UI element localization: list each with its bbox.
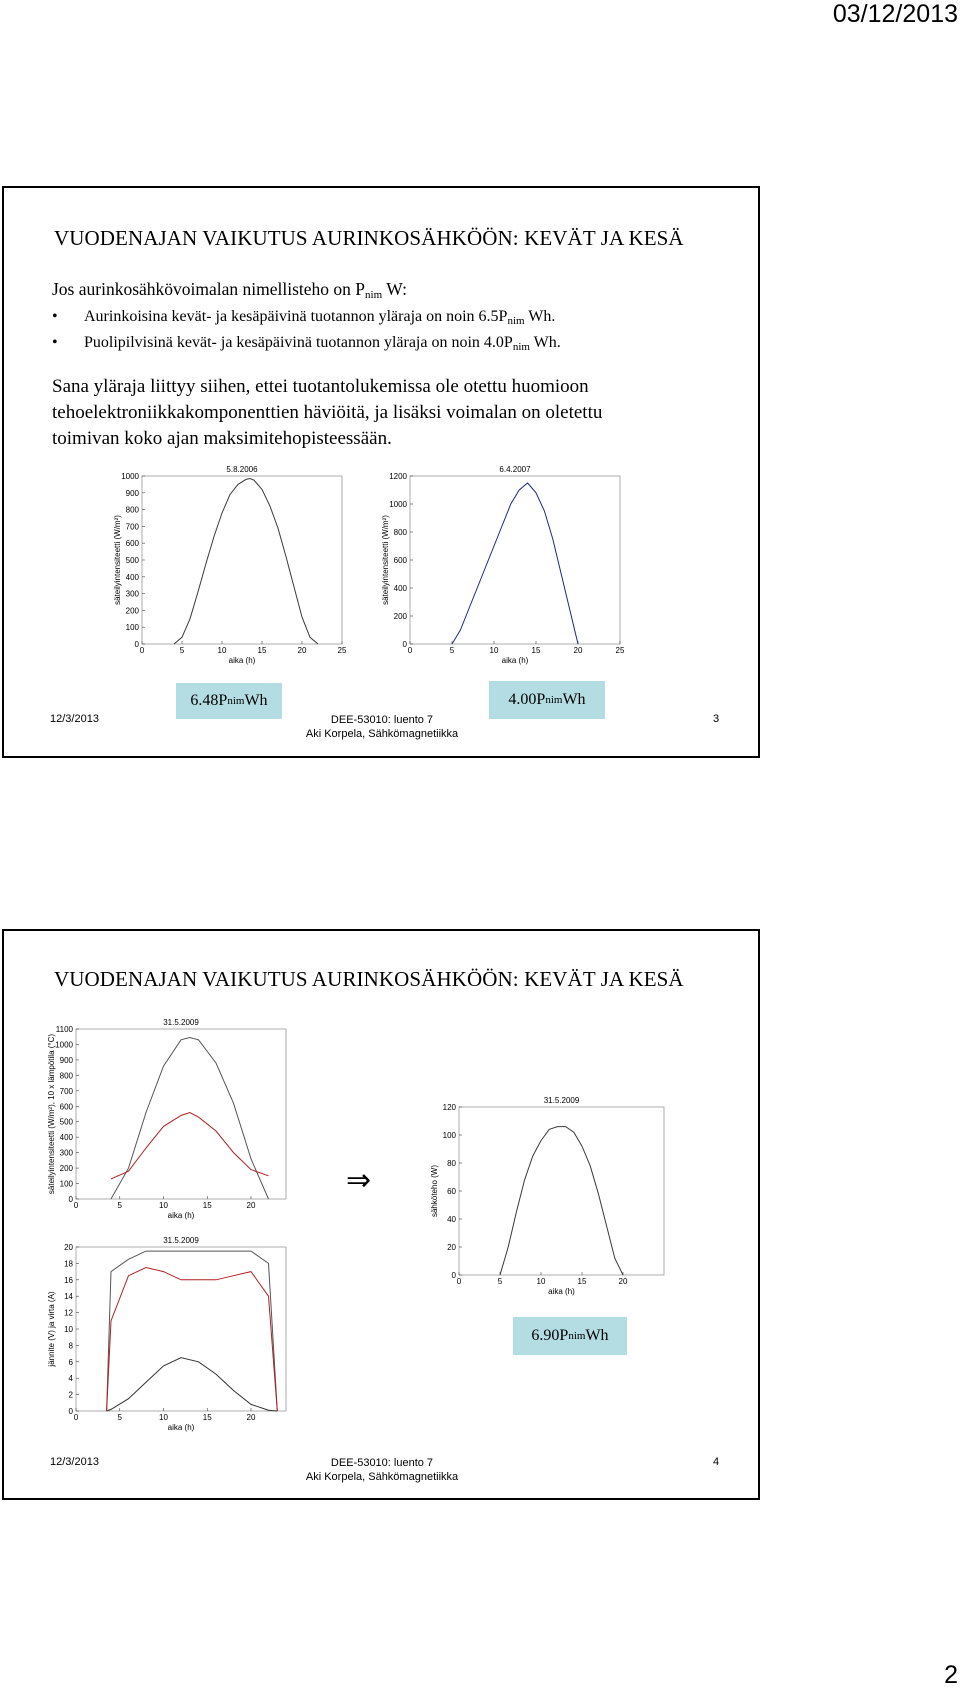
y-tick-label: 2 bbox=[68, 1390, 73, 1400]
y-axis-label: säteilyintensiteetti (W/m²) bbox=[381, 515, 390, 605]
y-tick-label: 100 bbox=[442, 1131, 456, 1140]
bullet-item-2: • Puolipilvisinä kevät- ja kesäpäivinä tuotannon yläraja on noin $4.0P_{nim}$ Wh. bbox=[52, 334, 561, 353]
x-tick-label: 10 bbox=[159, 1201, 168, 1210]
x-tick-label: 5 bbox=[117, 1201, 122, 1210]
x-tick-label: 20 bbox=[573, 646, 583, 655]
x-tick-label: 15 bbox=[531, 646, 541, 655]
y-tick-label: 10 bbox=[64, 1325, 73, 1334]
y-tick-label: 12 bbox=[64, 1308, 73, 1318]
x-tick-label: 20 bbox=[246, 1201, 256, 1210]
y-tick-label: 40 bbox=[447, 1215, 456, 1224]
y-tick-label: 8 bbox=[68, 1341, 73, 1351]
header-date: 03/12/2013 bbox=[832, 0, 958, 28]
y-tick-label: 4 bbox=[68, 1374, 73, 1384]
explanation-paragraph: Sana yläraja liittyy siihen, ettei tuotantolukemissa ole otettu huomioon tehoelektroniikkakomponenttien häviöitä, ja lisäksi voimalan on oletettu toimivan koko ajan maksimitehopisteessään. bbox=[52, 376, 603, 449]
x-tick-label: 10 bbox=[159, 1413, 168, 1422]
y-tick-label: 0 bbox=[68, 1407, 73, 1416]
x-axis-label: aika (h) bbox=[228, 656, 256, 665]
axes bbox=[381, 465, 625, 665]
x-tick-label: 15 bbox=[577, 1277, 587, 1286]
plot-frame bbox=[76, 1029, 286, 1199]
chart-title: 31.5.2009 bbox=[163, 1018, 199, 1027]
y-tick-label: 900 bbox=[125, 488, 139, 498]
y-tick-label: 500 bbox=[59, 1117, 73, 1127]
y-tick-label: 700 bbox=[125, 522, 139, 532]
x-tick-label: 0 bbox=[73, 1413, 79, 1422]
y-tick-label: 0 bbox=[451, 1271, 456, 1280]
y-tick-label: 900 bbox=[59, 1055, 73, 1065]
axes bbox=[47, 1236, 286, 1432]
slide-number: 3 bbox=[713, 713, 720, 725]
slide-4 bbox=[2, 929, 760, 1500]
slide-title: VUODENAJAN VAIKUTUS AURINKOSÄHKÖÖN: KEVÄT JA KESÄ bbox=[54, 967, 684, 991]
slide-3 bbox=[2, 186, 760, 758]
x-tick-label: 20 bbox=[246, 1413, 256, 1422]
bullet-item-1: • Aurinkoisina kevät- ja kesäpäivinä tuotannon yläraja on noin $6.5P_{nim}$ Wh. bbox=[52, 308, 556, 327]
plot-frame bbox=[459, 1107, 664, 1275]
y-tick-label: 800 bbox=[125, 505, 139, 515]
y-tick-label: 20 bbox=[447, 1243, 456, 1252]
y-tick-label: 300 bbox=[59, 1148, 73, 1158]
plot-frame bbox=[142, 476, 342, 644]
y-tick-label: 100 bbox=[125, 623, 139, 633]
x-tick-label: 5 bbox=[179, 646, 185, 655]
x-tick-label: 5 bbox=[117, 1413, 122, 1422]
y-tick-label: 700 bbox=[59, 1086, 73, 1096]
footer-center: DEE-53010: luento 7 Aki Korpela, Sähkömagnetiikka bbox=[305, 1457, 459, 1483]
x-axis-label: aika (h) bbox=[167, 1211, 195, 1220]
y-tick-label: 0 bbox=[68, 1195, 73, 1204]
x-tick-label: 10 bbox=[217, 646, 227, 655]
chart-voltage-current bbox=[46, 1231, 311, 1441]
y-tick-label: 80 bbox=[447, 1159, 456, 1168]
chart-5-8-2006 bbox=[112, 460, 372, 670]
y-tick-label: 1000 bbox=[55, 1040, 73, 1050]
implies-arrow: ⇒ bbox=[346, 1163, 372, 1198]
x-tick-label: 15 bbox=[202, 1413, 212, 1422]
axes bbox=[430, 1096, 664, 1296]
x-tick-label: 15 bbox=[202, 1201, 212, 1210]
energy-tag-right: 4.00P nim Wh bbox=[489, 681, 605, 719]
y-tick-label: 1100 bbox=[55, 1025, 73, 1034]
page-number: 2 bbox=[944, 1661, 958, 1689]
slide-number: 4 bbox=[713, 1456, 720, 1468]
chart-title: 6.4.2007 bbox=[499, 465, 531, 474]
footer-center: DEE-53010: luento 7 Aki Korpela, Sähkömagnetiikka bbox=[305, 714, 459, 740]
chart-electric-power bbox=[429, 1091, 689, 1301]
y-tick-label: 200 bbox=[393, 612, 407, 621]
x-tick-label: 0 bbox=[73, 1201, 79, 1210]
y-tick-label: 200 bbox=[59, 1164, 73, 1174]
y-tick-label: 500 bbox=[125, 556, 139, 565]
x-tick-label: 10 bbox=[489, 646, 499, 655]
y-tick-label: 400 bbox=[393, 584, 407, 593]
y-tick-label: 800 bbox=[59, 1071, 73, 1081]
plot-frame bbox=[410, 476, 620, 644]
y-tick-label: 600 bbox=[393, 556, 407, 565]
y-tick-label: 0 bbox=[402, 640, 407, 649]
x-axis-label: aika (h) bbox=[501, 656, 529, 665]
y-axis-label: jännite (V) ja virta (A) bbox=[47, 1291, 56, 1367]
x-axis-label: aika (h) bbox=[167, 1423, 195, 1432]
slide-title: VUODENAJAN VAIKUTUS AURINKOSÄHKÖÖN: KEVÄT JA KESÄ bbox=[54, 226, 684, 250]
y-tick-label: 100 bbox=[59, 1179, 73, 1189]
x-tick-label: 0 bbox=[407, 646, 413, 655]
y-tick-label: 1000 bbox=[389, 500, 407, 509]
y-tick-label: 60 bbox=[447, 1187, 456, 1196]
energy-tag: 6.90P nim Wh bbox=[513, 1317, 627, 1355]
energy-tag-left: 6.48P nim Wh bbox=[176, 683, 282, 719]
footer-date: 12/3/2013 bbox=[50, 1456, 99, 1468]
intro-line: Jos aurinkosähkövoimalan nimellisteho on $P_{nim}$ W: bbox=[52, 279, 407, 301]
y-axis-label: säteilyintensiteetti (W/m²), 10 x lämpötila (°C) bbox=[47, 1033, 56, 1195]
y-tick-label: 16 bbox=[64, 1275, 73, 1285]
footer-date: 12/3/2013 bbox=[50, 713, 99, 725]
x-tick-label: 15 bbox=[257, 646, 267, 655]
x-tick-label: 25 bbox=[615, 646, 625, 655]
x-tick-label: 10 bbox=[536, 1277, 546, 1286]
x-tick-label: 5 bbox=[497, 1277, 503, 1286]
x-tick-label: 20 bbox=[297, 646, 307, 655]
y-axis-label: sähköteho (W) bbox=[430, 1164, 439, 1218]
y-tick-label: 1000 bbox=[121, 472, 139, 481]
x-tick-label: 0 bbox=[456, 1277, 462, 1286]
y-tick-label: 600 bbox=[59, 1102, 73, 1112]
x-tick-label: 20 bbox=[618, 1277, 628, 1286]
y-tick-label: 14 bbox=[64, 1292, 73, 1302]
y-tick-label: 6 bbox=[68, 1357, 73, 1367]
y-tick-label: 18 bbox=[64, 1259, 73, 1269]
y-tick-label: 120 bbox=[442, 1103, 456, 1112]
x-axis-label: aika (h) bbox=[548, 1287, 575, 1296]
chart-6-4-2007 bbox=[380, 460, 650, 670]
y-axis-label: säteilyintensiteetti (W/m²) bbox=[113, 515, 122, 605]
y-tick-label: 0 bbox=[134, 640, 139, 649]
y-tick-label: 400 bbox=[125, 572, 139, 582]
y-tick-label: 800 bbox=[393, 528, 407, 537]
y-tick-label: 300 bbox=[125, 589, 139, 599]
axes bbox=[47, 1018, 286, 1220]
chart-irradiance-temperature bbox=[46, 1013, 311, 1231]
y-tick-label: 200 bbox=[125, 606, 139, 616]
y-tick-label: 600 bbox=[125, 539, 139, 549]
chart-title: 31.5.2009 bbox=[543, 1096, 580, 1105]
chart-title: 31.5.2009 bbox=[163, 1236, 199, 1245]
chart-title: 5.8.2006 bbox=[226, 465, 258, 474]
y-tick-label: 1200 bbox=[389, 472, 407, 481]
x-tick-label: 25 bbox=[337, 646, 347, 655]
y-tick-label: 400 bbox=[59, 1133, 73, 1143]
x-tick-label: 0 bbox=[139, 646, 145, 655]
y-tick-label: 20 bbox=[64, 1243, 73, 1252]
x-tick-label: 5 bbox=[449, 646, 455, 655]
